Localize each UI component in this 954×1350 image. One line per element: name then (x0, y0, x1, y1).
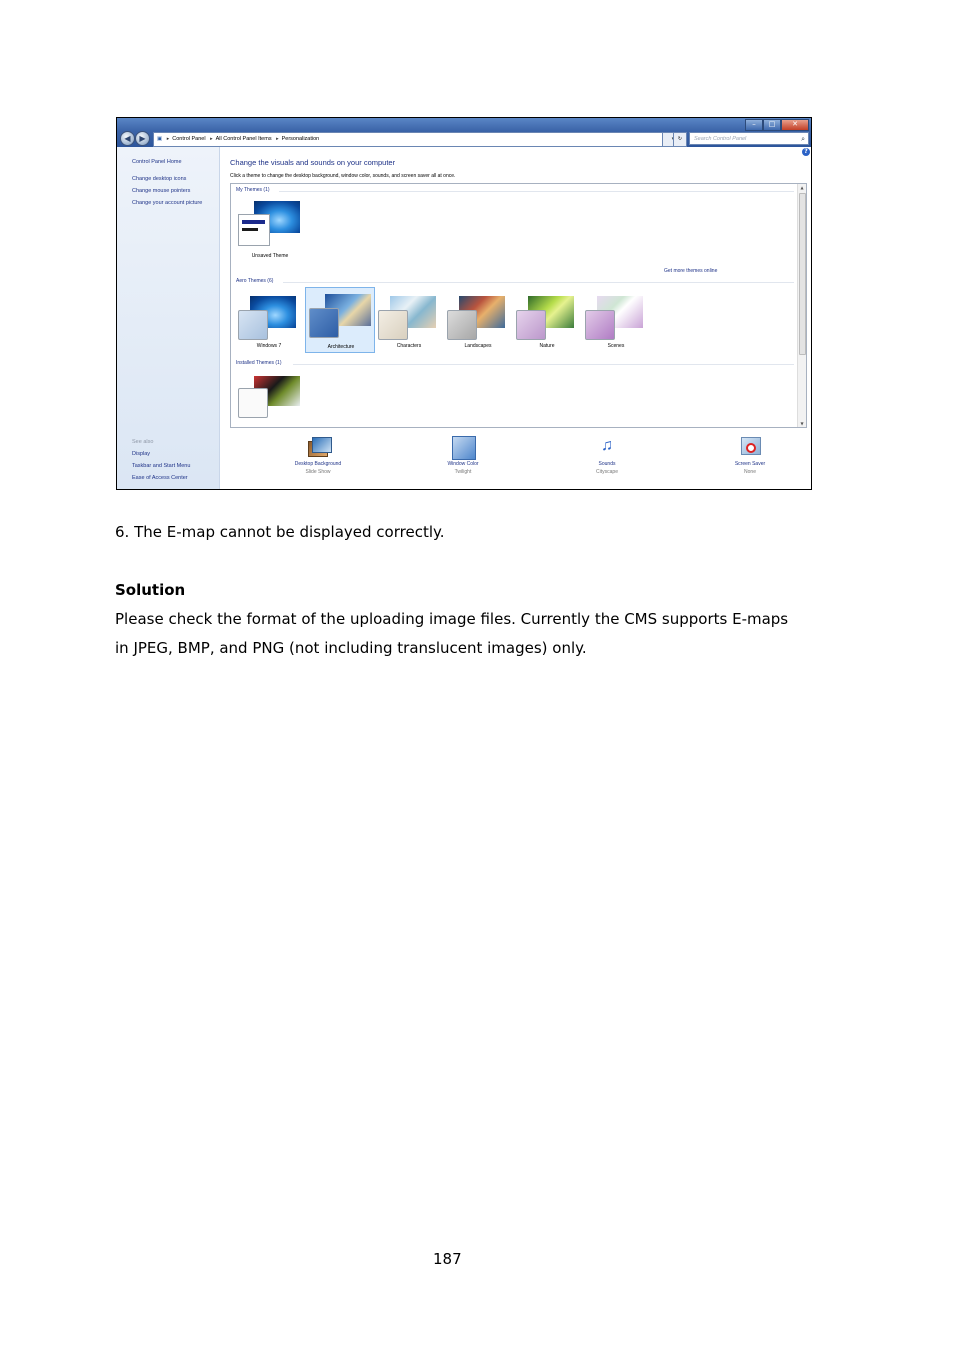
setting-value: None (744, 469, 756, 475)
theme-nature[interactable] (512, 288, 582, 352)
window-preview-thumb (238, 214, 270, 246)
theme-color-swatch (238, 388, 268, 418)
setting-name: Sounds (598, 461, 616, 467)
see-also-taskbar[interactable]: Taskbar and Start Menu (132, 463, 191, 469)
sounds-setting[interactable] (547, 435, 667, 475)
window-color-setting[interactable] (403, 435, 523, 475)
sidebar-link-desktop-icons[interactable]: Change desktop icons (132, 176, 187, 182)
setting-name: Window Color (447, 461, 479, 467)
theme-label: Scenes (607, 343, 625, 349)
breadcrumb-all-items[interactable]: All Control Panel Items (215, 136, 272, 142)
see-also-ease-of-access[interactable]: Ease of Access Center (132, 475, 188, 481)
setting-value: Twilight (454, 469, 472, 475)
theme-label: Characters (396, 343, 422, 349)
sounds-icon: ♫ (601, 437, 613, 454)
theme-installed[interactable] (234, 368, 304, 428)
solution-text-line-2: in JPEG, BMP, and PNG (not including translucent images) only. (115, 639, 587, 657)
installed-themes-heading: Installed Themes (1) (236, 360, 282, 366)
theme-color-swatch (378, 310, 408, 340)
theme-unsaved[interactable] (235, 198, 305, 263)
forward-icon[interactable]: ▶ (135, 131, 150, 146)
theme-landscapes[interactable] (443, 288, 513, 352)
window-controls (745, 119, 809, 129)
back-icon[interactable]: ◀ (120, 131, 135, 146)
personalization-screenshot (116, 117, 812, 490)
page-title: Change the visuals and sounds on your computer (230, 158, 396, 167)
main-panel (220, 147, 811, 489)
search-icon[interactable]: ⌕ (801, 136, 805, 143)
see-also-heading: See also (132, 439, 154, 445)
scroll-thumb[interactable] (799, 193, 806, 355)
setting-name: Screen Saver (734, 461, 766, 467)
refresh-icon[interactable]: ↻ (673, 132, 687, 147)
theme-color-swatch (516, 310, 546, 340)
theme-list (230, 183, 807, 428)
solution-text-line-1: Please check the format of the uploading image files. Currently the CMS supports E-maps (115, 610, 789, 628)
theme-list-scrollbar[interactable] (797, 184, 806, 427)
theme-label: Nature (539, 343, 555, 349)
theme-color-swatch (238, 310, 268, 340)
page-number: 187 (433, 1250, 462, 1268)
scroll-up-icon[interactable]: ▲ (800, 185, 804, 190)
breadcrumb-personalization[interactable]: Personalization (281, 136, 320, 142)
search-input[interactable] (689, 132, 809, 145)
maximize-icon[interactable]: □ (763, 119, 781, 131)
aero-themes-heading: Aero Themes (6) (236, 278, 274, 284)
theme-label: Architecture (327, 344, 355, 350)
my-themes-heading: My Themes (1) (236, 187, 270, 193)
title-bar (117, 118, 811, 147)
close-icon[interactable]: ✕ (781, 119, 809, 131)
sidebar-link-mouse-pointers[interactable]: Change mouse pointers (132, 188, 191, 194)
theme-color-swatch (585, 310, 615, 340)
help-icon[interactable]: ? (802, 148, 810, 156)
theme-label: Unsaved Theme (251, 253, 289, 259)
sidebar (117, 147, 220, 489)
sidebar-home-link[interactable]: Control Panel Home (132, 159, 182, 165)
address-bar[interactable]: ▣ ▸ Control Panel ▸ All Control Panel Items ▸ Personalization (153, 132, 685, 147)
theme-scenes[interactable] (581, 288, 651, 352)
control-panel-icon: ▣ (157, 136, 163, 142)
setting-value: Slide Show (305, 469, 331, 475)
setting-name: Desktop Background (294, 461, 342, 467)
screen-saver-setting[interactable] (690, 435, 810, 475)
solution-heading: Solution (115, 581, 186, 599)
theme-label: Windows 7 (256, 343, 282, 349)
get-more-themes-link[interactable]: Get more themes online (664, 268, 718, 274)
breadcrumb-control-panel[interactable]: Control Panel (172, 136, 206, 142)
theme-color-swatch (309, 308, 339, 338)
window-color-icon (451, 435, 475, 459)
search-placeholder: Search Control Panel (694, 136, 747, 142)
theme-label: Landscapes (464, 343, 492, 349)
theme-color-swatch (447, 310, 477, 340)
troubleshoot-item-6: 6. The E-map cannot be displayed correctly. (115, 523, 445, 541)
setting-value: Cityscape (596, 469, 618, 475)
minimize-icon[interactable]: – (745, 119, 763, 131)
theme-characters[interactable] (374, 288, 444, 352)
desktop-background-icon (306, 435, 330, 459)
desktop-background-setting[interactable] (258, 435, 378, 475)
theme-windows-7[interactable] (234, 288, 304, 352)
scroll-down-icon[interactable]: ▼ (800, 421, 804, 426)
screen-saver-icon (738, 435, 762, 459)
theme-architecture[interactable] (305, 287, 375, 353)
see-also-display[interactable]: Display (132, 451, 151, 457)
sidebar-link-account-picture[interactable]: Change your account picture (132, 200, 203, 206)
page-subtitle: Click a theme to change the desktop background, window color, sounds, and screen saver all at once. (230, 173, 456, 179)
